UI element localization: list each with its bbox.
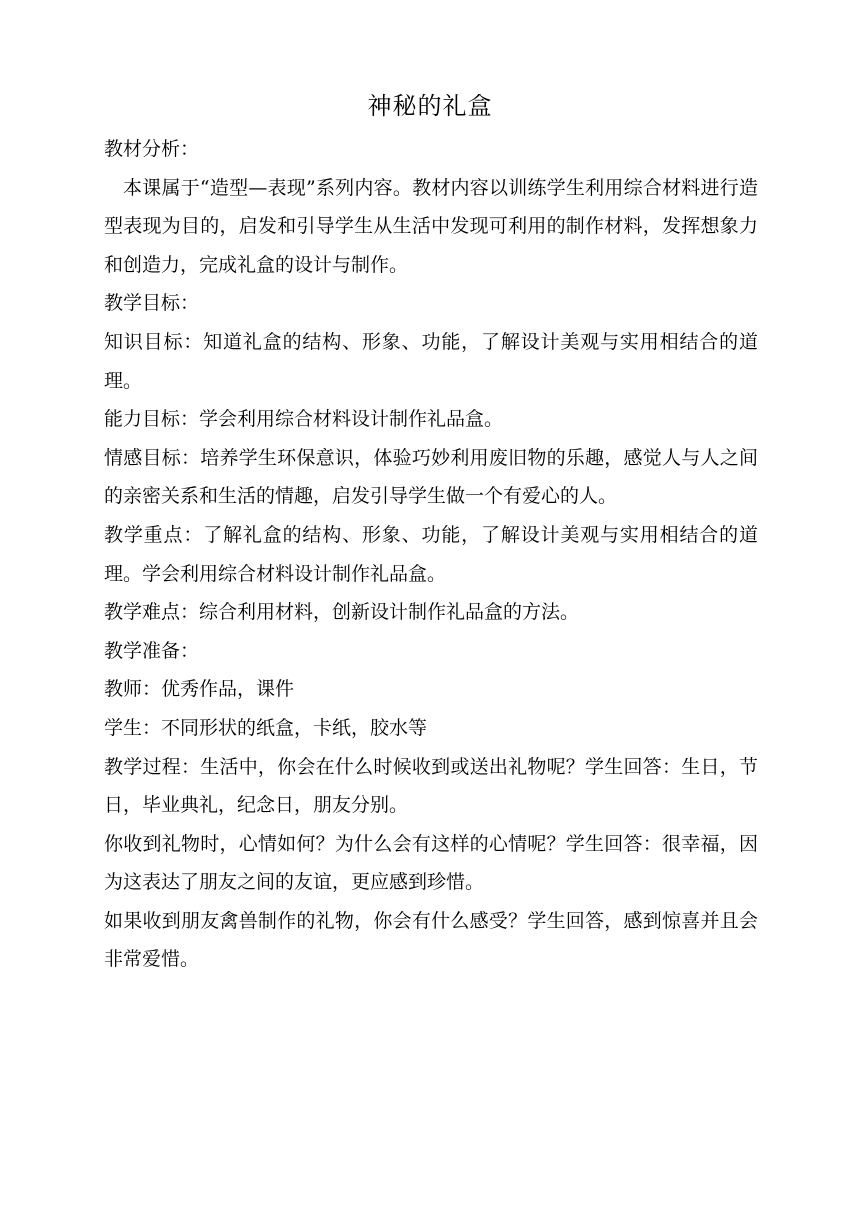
paragraph-teaching-focus: 教学重点：了解礼盒的结构、形象、功能，了解设计美观与实用相结合的道理。学会利用综合材料设计制作礼品盒。 xyxy=(104,523,758,585)
page-title: 神秘的礼盒 xyxy=(367,92,493,120)
paragraph-teaching-difficulty: 教学难点：综合利用材料，创新设计制作礼品盒的方法。 xyxy=(104,601,580,624)
paragraph-handmade-gift-question: 如果收到朋友禽兽制作的礼物，你会有什么感受？学生回答，感到惊喜并且会非常爱惜。 xyxy=(104,909,758,971)
section-heading-teaching-goals: 教学目标： xyxy=(104,292,200,315)
paragraph-teaching-process: 教学过程：生活中，你会在什么时候收到或送出礼物呢？学生回答：生日，节日，毕业典礼，纪念日，朋友分别。 xyxy=(104,755,758,817)
document-body xyxy=(104,130,758,979)
paragraph-emotion-goal: 情感目标：培养学生环保意识，体验巧妙利用废旧物的乐趣，感觉人与人之间的亲密关系和生活的情趣，启发引导学生做一个有爱心的人。 xyxy=(104,446,758,508)
paragraph-ability-goal: 能力目标：学会利用综合材料设计制作礼品盒。 xyxy=(104,408,504,431)
paragraph-teacher-preparation: 教师：优秀作品，课件 xyxy=(104,678,295,701)
paragraph-feeling-question: 你收到礼物时，心情如何？为什么会有这样的心情呢？学生回答：很幸福，因为这表达了朋友之间的友谊，更应感到珍惜。 xyxy=(104,832,758,894)
section-heading-material-analysis: 教材分析： xyxy=(104,138,200,160)
paragraph-material-analysis: 本课属于“造型—表现”系列内容。教材内容以训练学生利用综合材料进行造型表现为目的，启发和引导学生从生活中发现可利用的制作材料，发挥想象力和创造力，完成礼盒的设计与制作。 xyxy=(104,176,758,276)
paragraph-knowledge-goal: 知识目标：知道礼盒的结构、形象、功能，了解设计美观与实用相结合的道理。 xyxy=(104,330,758,392)
paragraph-student-preparation: 学生：不同形状的纸盒，卡纸，胶水等 xyxy=(104,716,428,739)
section-heading-preparation: 教学准备： xyxy=(104,639,200,662)
